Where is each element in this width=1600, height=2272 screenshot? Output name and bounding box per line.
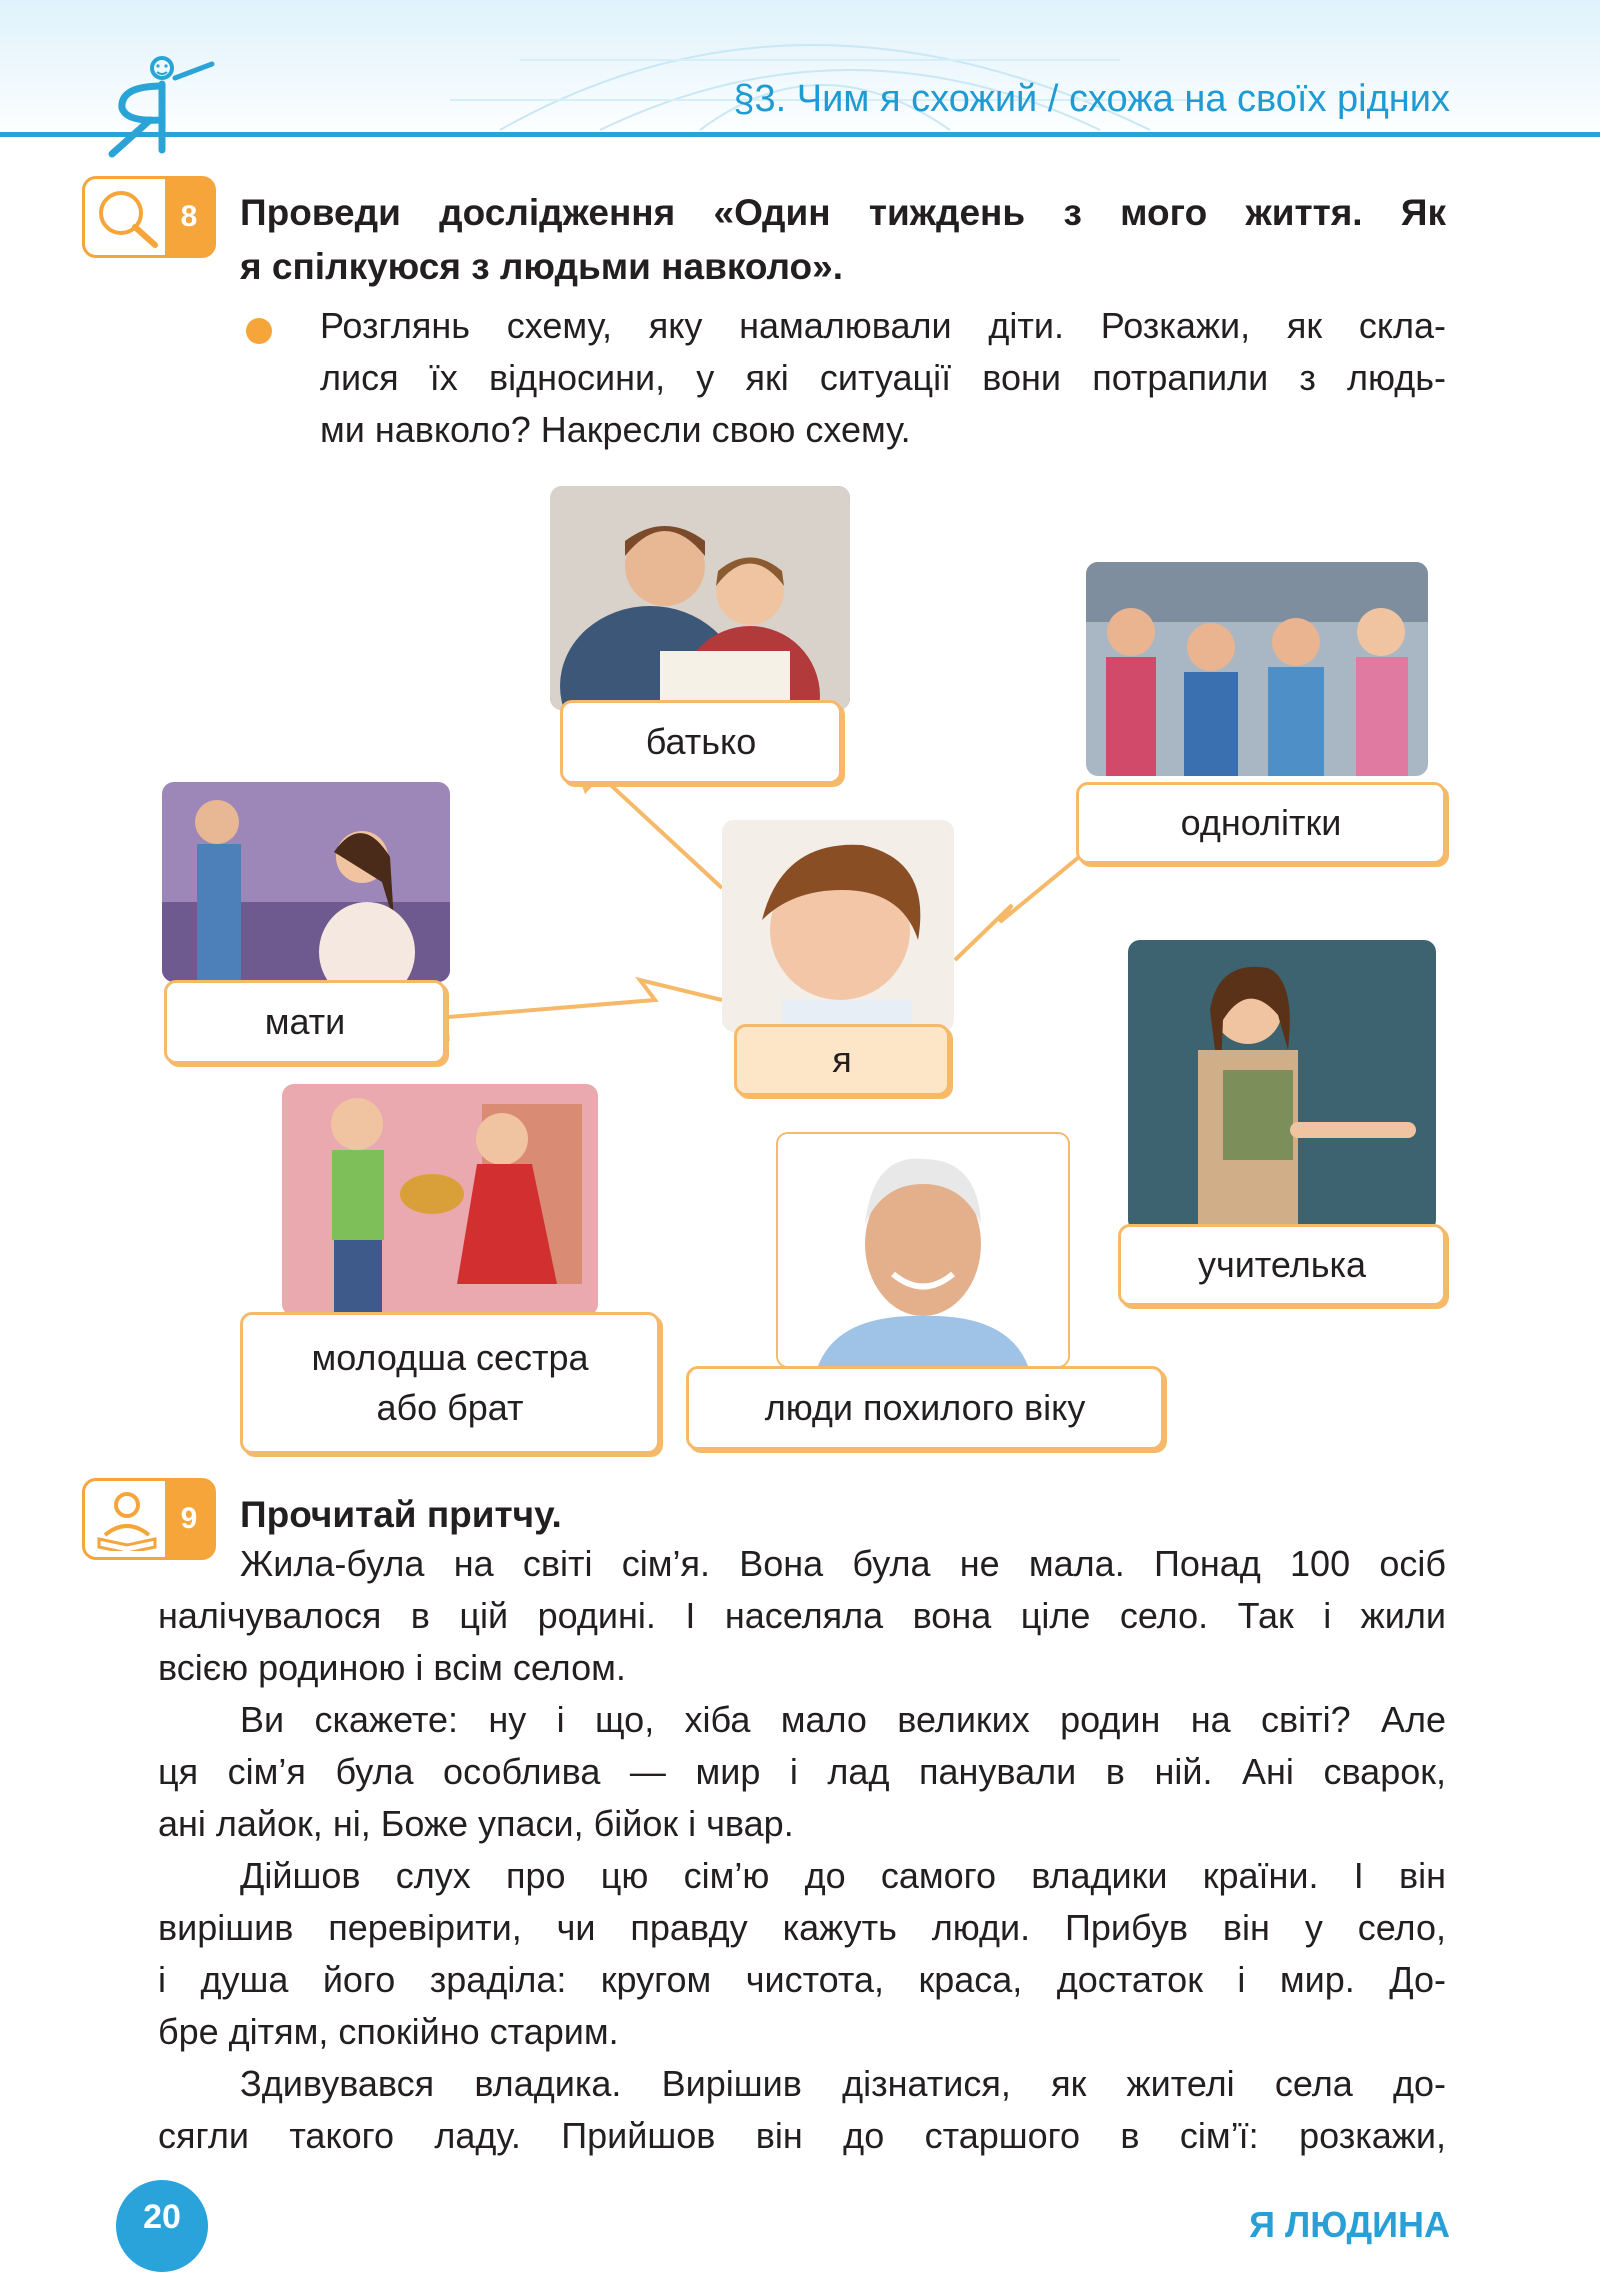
mother-and-son-illustration — [162, 782, 450, 982]
card-sibling-line-2: або брат — [376, 1387, 524, 1428]
task-number: 9 — [165, 1481, 213, 1557]
parable-line: вирішив перевірити, чи правду кажуть люди. Прибув він у село, — [158, 1907, 1446, 1948]
card-peers: однолітки — [1076, 782, 1446, 864]
instruction-line: лися їх відносини, у які ситуації вони потрапили з людь- — [320, 357, 1446, 398]
task-number: 8 — [165, 179, 213, 255]
parable-line: Дійшов слух про цю сім’ю до самого владики країни. І він — [240, 1855, 1446, 1896]
teacher-photo — [1128, 940, 1436, 1232]
mother-photo — [162, 782, 450, 982]
classmates-illustration — [1086, 562, 1428, 776]
parable-line: бре дітям, спокійно старим. — [158, 2011, 619, 2052]
section-title: §3. Чим я схожий / схожа на своїх рідних — [733, 78, 1450, 120]
parable-line: Ви скажете: ну і що, хіба мало великих родин на світі? Але — [240, 1699, 1446, 1740]
elderly-photo — [776, 1132, 1070, 1368]
card-mother: мати — [164, 980, 446, 1064]
parable-line: налічувалося в цій родині. І населяла вона ціле село. Так і жили — [158, 1595, 1446, 1636]
siblings-playing-illustration — [282, 1084, 598, 1316]
parable-line: сягли такого ладу. Прийшов він до старшого в сім’ї: розкажи, — [158, 2115, 1446, 2156]
parable-line: ані лайок, ні, Боже упаси, бійок і чвар. — [158, 1803, 794, 1844]
peers-photo — [1086, 562, 1428, 776]
parable-line: і душа його зраділа: кругом чистота, краса, достаток і мир. До- — [158, 1959, 1446, 2000]
card-elderly: люди похилого віку — [686, 1366, 1164, 1450]
parable-text — [158, 1538, 1446, 2162]
boy-reading-illustration — [722, 820, 954, 1032]
instruction-line: Розглянь схему, яку намалювали діти. Розкажи, як скла- — [320, 305, 1446, 346]
task-8-title-line-2: я спілкуюся з людьми навколо». — [240, 246, 844, 287]
parable-line: Здивувався владика. Вирішив дізнатися, як жителі села до- — [240, 2063, 1446, 2104]
card-teacher: учителька — [1118, 1224, 1446, 1306]
task-8-title-line-1: Проведи дослідження «Один тиждень з мого життя. Як — [240, 192, 1446, 233]
parable-line: ця сім’я була особлива — мир і лад панували в ній. Ані сварок, — [158, 1751, 1446, 1792]
reading-person-icon — [91, 1487, 161, 1551]
parable-line: всією родиною і всім селом. — [158, 1647, 626, 1688]
me-photo — [722, 820, 954, 1032]
instruction-line: ми навколо? Накресли свою схему. — [320, 409, 911, 450]
sibling-photo — [282, 1084, 598, 1316]
teacher-illustration — [1128, 940, 1436, 1232]
footer-section-title: Я ЛЮДИНА — [1249, 2204, 1450, 2245]
page-number: 20 — [116, 2180, 208, 2272]
card-me: я — [734, 1024, 950, 1096]
card-father: батько — [560, 700, 842, 784]
card-sibling-line-1: молодша сестра — [311, 1337, 589, 1378]
elderly-man-illustration — [778, 1134, 1068, 1366]
task-9-title: Прочитай притчу. — [240, 1494, 562, 1535]
father-photo — [550, 486, 850, 710]
father-and-child-illustration — [550, 486, 850, 710]
parable-line: Жила-була на світі сім’я. Вона була не мала. Понад 100 осіб — [240, 1543, 1446, 1584]
card-sibling — [240, 1312, 660, 1454]
arrow-to-mother — [412, 980, 722, 1020]
